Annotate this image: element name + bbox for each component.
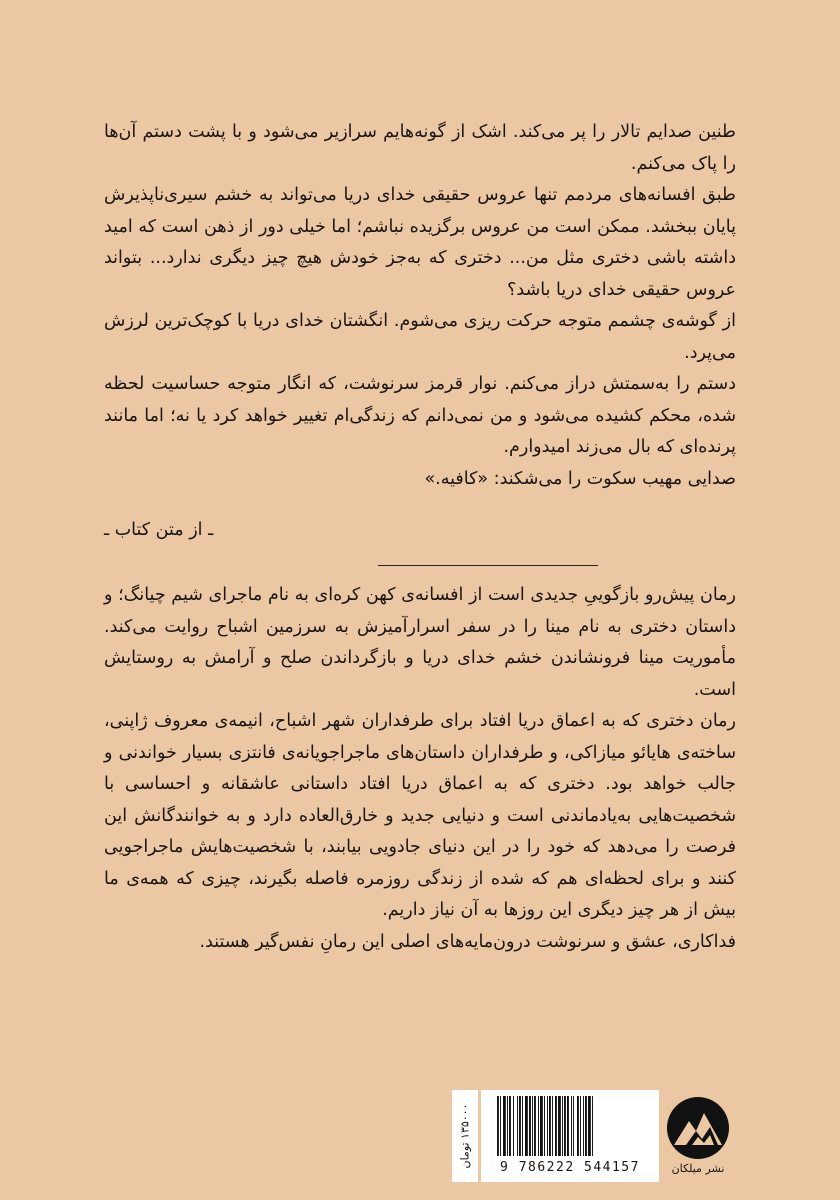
price-label: ۱۳۵۰۰۰ تومان (458, 1103, 472, 1169)
excerpt-paragraph: دستم را به‌سمتش دراز می‌کنم. نوار قرمز سرنوشت، که انگار متوجه حساسیت لحظه شده، محکم کشیده می‌شود و من نمی‌دانم که زندگی‌ام تغییر خواهد کرد یا نه؛ اما مانند پرنده‌ای که بال می‌زند امیدوارم. (104, 374, 736, 457)
book-synopsis (104, 580, 736, 958)
barcode-bar (532, 1096, 533, 1156)
isbn-barcode (481, 1090, 659, 1182)
price-tag (452, 1090, 478, 1182)
synopsis-paragraph: رمان پیش‌رو بازگوییِ جدیدی است از افسانه‌ی کهن کره‌ای به نام ماجرای شیم چیانگ؛ و داستان دختری به نام مینا را در سفر اسرارآمیزش به سرزمین اشباح روایت می‌کند. مأموریت مینا فرونشاندن خشم خدای دریا و بازگرداندن صلح و آرامش به روستایش است. (104, 585, 736, 700)
excerpt-paragraph: صدایی مهیب سکوت را می‌شکند: «کافیه.» (424, 468, 736, 489)
barcode-bar (562, 1096, 563, 1156)
barcode-bar (573, 1096, 574, 1156)
barcode-bar (555, 1096, 557, 1156)
excerpt-paragraph: از گوشه‌ی چشمم متوجه حرکت ریزی می‌شوم. انگشتان خدای دریا با کوچک‌ترین لرزش می‌پرد. (104, 311, 736, 363)
synopsis-paragraph: فداکاری، عشق و سرنوشت درون‌مایه‌های اصلی این رمانِ نفس‌گیر هستند. (199, 931, 736, 952)
barcode-bars (495, 1096, 645, 1158)
barcode-bar (519, 1096, 521, 1156)
barcode-bar (503, 1096, 506, 1156)
barcode-bar (538, 1096, 539, 1156)
barcode-bar (552, 1096, 553, 1156)
barcode-bar (549, 1096, 551, 1156)
barcode-bar (592, 1096, 593, 1156)
section-divider (378, 565, 598, 566)
barcode-bar (571, 1096, 572, 1156)
barcode-bar (497, 1096, 499, 1156)
barcode-bar (525, 1096, 528, 1156)
barcode-bar (534, 1096, 536, 1156)
barcode-bar (564, 1096, 566, 1156)
barcode-bar (517, 1096, 518, 1156)
mountains-circle-icon (664, 1095, 732, 1161)
barcode-bar (500, 1096, 501, 1156)
barcode-bar (558, 1096, 561, 1156)
barcode-bar (585, 1096, 587, 1156)
barcode-bar (507, 1096, 508, 1156)
excerpt-paragraph: طنین صدایم تالار را پر می‌کند. اشک از گونه‌هایم سرازیر می‌شود و با پشت دستم آن‌ها را پاک می‌کنم. (104, 122, 736, 174)
barcode-bar (544, 1096, 545, 1156)
publisher-logo (664, 1095, 732, 1177)
barcode-bar (567, 1096, 569, 1156)
isbn-number: 9 786222 544157 (500, 1160, 640, 1175)
synopsis-paragraph: رمان دختری که به اعماق دریا افتاد برای طرفداران شهر اشباح، انیمه‌ی معروف ژاپنی، ساخته‌ی هایائو میازاکی، و طرفداران داستان‌های ماجراجویانه‌ی فانتزی بسیار خواندنی و جالب خواهد بود. دختری که به اعماق دریا افتاد داستانی عاشقانه و احساسی با شخصیت‌هایی به‌یادماندنی است و دنیایی جدید و خارق‌العاده دارد و به خوانندگانش این فرصت را می‌دهد که خود را در این دنیای جادویی بیابند، با شخصیت‌هایش ماجراجویی کنند و برای لحظه‌ای هم که شده از زندگی روزمره فاصله بگیرند، چیزی که همه‌ی ما بیش از هر چیز دیگری این روزها به آن نیاز داریم. (104, 711, 736, 920)
barcode-bar (513, 1096, 514, 1156)
excerpt-paragraph: طبق افسانه‌های مردمم تنها عروس حقیقی خدای دریا می‌تواند به خشم سیری‌ناپذیرش پایان ببخشد. ممکن است من عروس برگزیده نباشم؛ اما خیلی دور از ذهن است که امید داشته باشی دختری مثل من... دختری که به‌جز خودش هیچ چیز دیگری ندارد... بتواند عروس حقیقی خدای دریا باشد؟ (104, 185, 736, 300)
barcode-bar (580, 1096, 581, 1156)
barcode-bar (583, 1096, 584, 1156)
barcode-bar (540, 1096, 543, 1156)
barcode-bar (547, 1096, 548, 1156)
excerpt-attribution: ـ از متن کتاب ـ (104, 520, 214, 540)
barcode-bar (577, 1096, 579, 1156)
book-excerpt (104, 117, 736, 495)
barcode-bar (529, 1096, 531, 1156)
barcode-bar (522, 1096, 523, 1156)
barcode-bar (588, 1096, 591, 1156)
barcode-bar (509, 1096, 511, 1156)
publisher-name: نشر میلکان (671, 1162, 725, 1175)
